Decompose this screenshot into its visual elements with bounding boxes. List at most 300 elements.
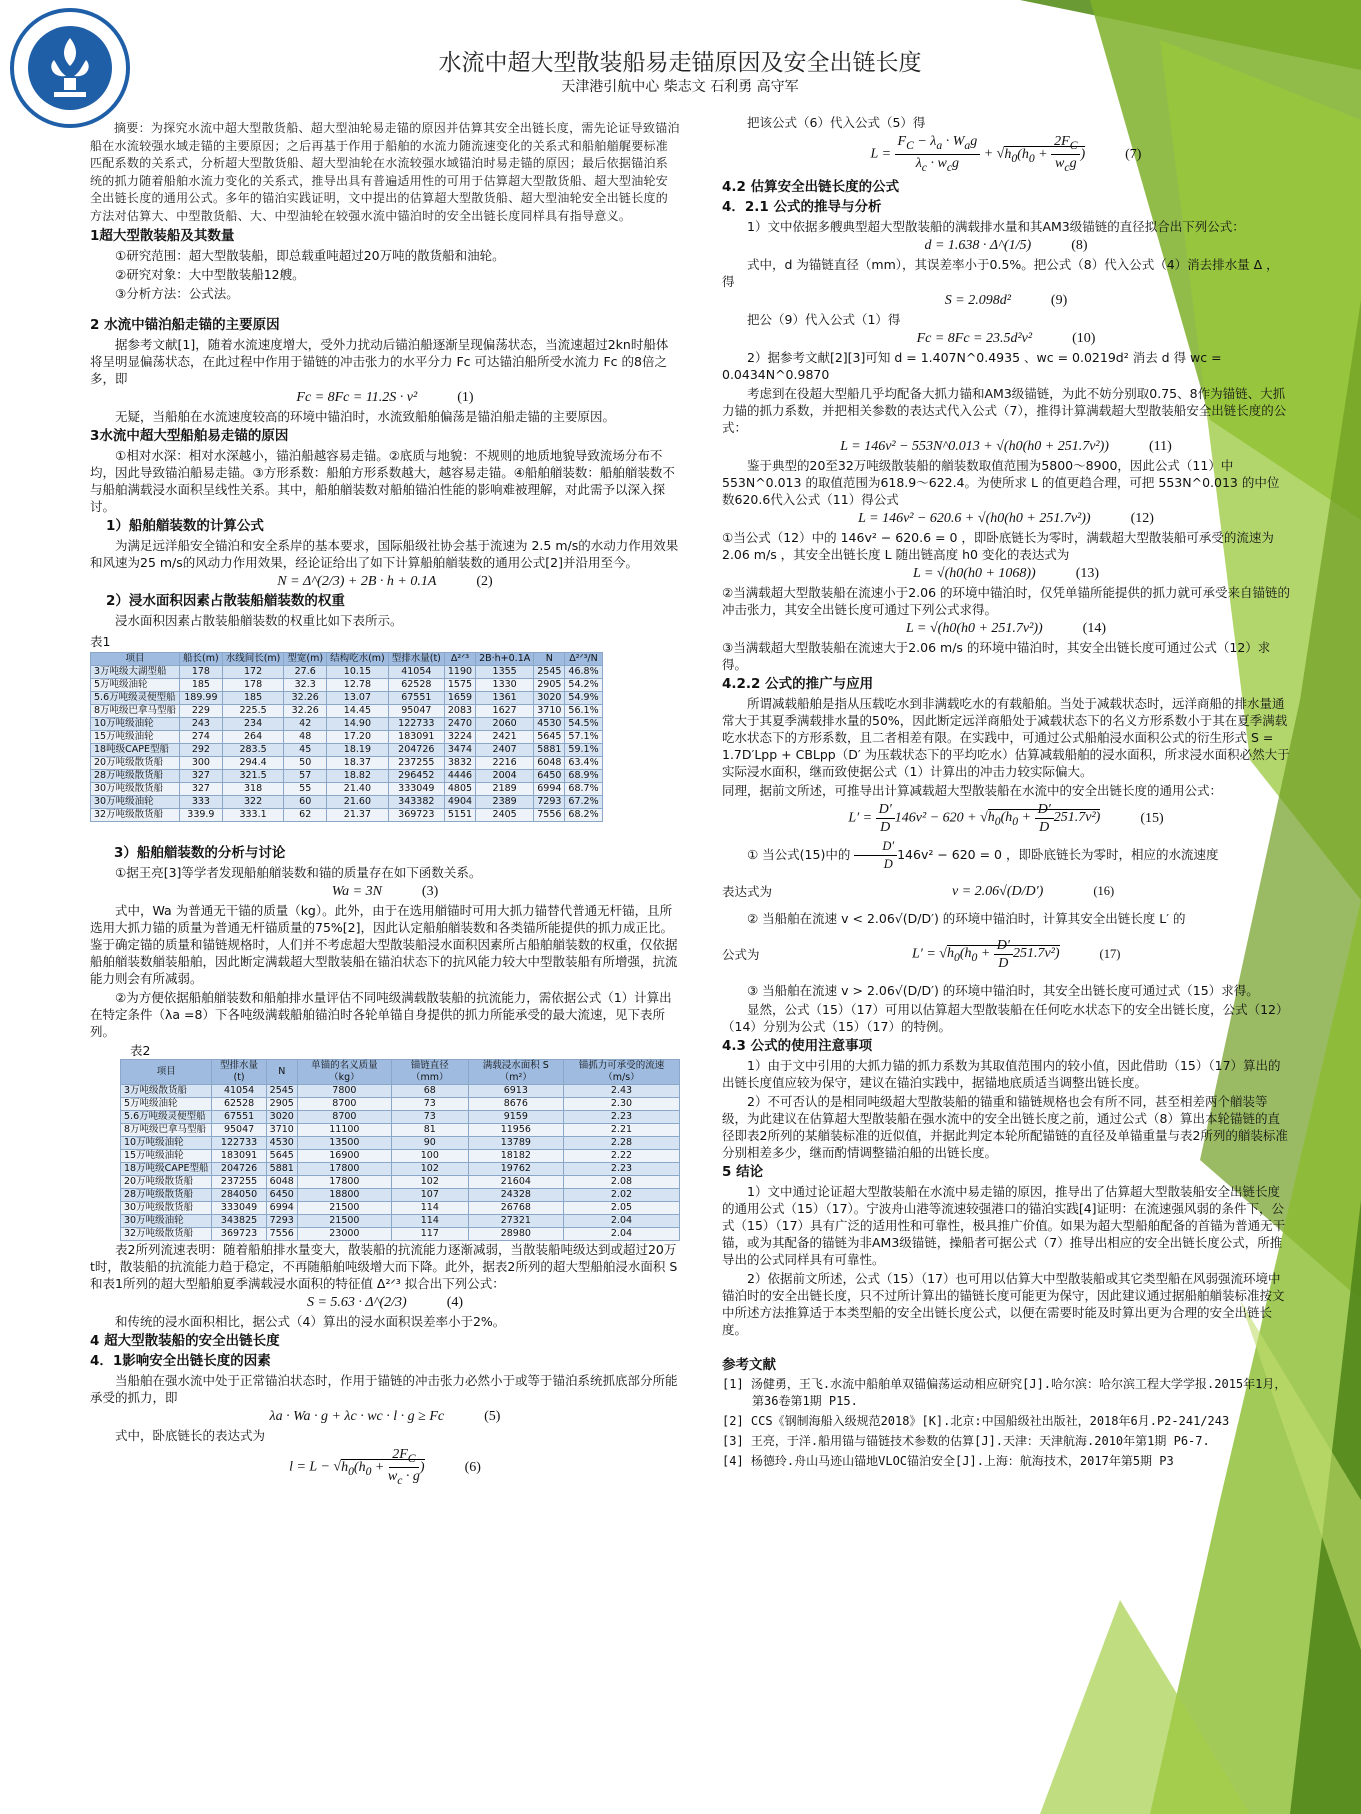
- table-header-cell: 锚链直径（mm）: [391, 1060, 468, 1085]
- paragraph: ③当满载超大型散装船在流速大于2.06 m/s 的环境中锚泊时，其安全出链长度可通过公式（12）求得。: [722, 639, 1271, 672]
- table-cell: 2083: [444, 705, 475, 718]
- table-cell: 4904: [444, 796, 475, 809]
- table-cell: 18万吨级CAPE型船: [121, 1163, 212, 1176]
- equation-9: S = 2.098d² (9): [944, 292, 1068, 308]
- references-heading: 参考文献: [722, 1356, 776, 1373]
- tianjin-pilots-logo: [8, 6, 132, 130]
- table-cell: 122733: [388, 718, 444, 731]
- table-row: [91, 744, 603, 757]
- table-cell: 3224: [444, 731, 475, 744]
- table-cell: 369723: [388, 809, 444, 822]
- table-cell: 2421: [476, 731, 534, 744]
- table-cell: 339.9: [180, 809, 223, 822]
- table-cell: 62: [284, 809, 327, 822]
- table-cell: 15万吨级油轮: [121, 1150, 212, 1163]
- list-item: ③分析方法：公式法。: [115, 286, 239, 301]
- table-cell: 2.30: [563, 1098, 679, 1111]
- table-header-cell: 结构吃水(m): [327, 653, 389, 666]
- table-cell: 28万吨级散货船: [91, 770, 180, 783]
- equation-3: Wa = 3N (3): [331, 884, 439, 899]
- table-header-cell: 水线间长(m): [222, 653, 284, 666]
- table-cell: 5万吨级油轮: [121, 1098, 212, 1111]
- table-cell: 318: [222, 783, 284, 796]
- table-cell: 18.37: [327, 757, 389, 770]
- table-cell: 62528: [388, 679, 444, 692]
- table-cell: 10万吨级油轮: [91, 718, 180, 731]
- equation-8: d = 1.638 · Δ^(1/5) (8): [924, 237, 1088, 253]
- table-cell: 5.6万吨级灵便型船: [121, 1111, 212, 1124]
- table-cell: 57.1%: [565, 731, 602, 744]
- paragraph: 和传统的浸水面积相比，据公式（4）算出的浸水面积误差率小于2%。: [115, 1314, 506, 1329]
- paragraph: 式中，卧底链长的表达式为: [115, 1428, 266, 1443]
- table-cell: 2407: [476, 744, 534, 757]
- table-cell: 1627: [476, 705, 534, 718]
- table-row: [91, 705, 603, 718]
- paragraph: 无疑，当船舶在水流速度较高的环境中锚泊时，水流致船舶偏荡是锚泊船走锚的主要原因。: [115, 409, 616, 424]
- table-row: [91, 757, 603, 770]
- paragraph: ①当公式（12）中的 146v² − 620.6 = 0 ，即卧底链长为零时，满载超大型散装船可承受的流速为2.06 m/s ，其安全出链长度 L 随出链高度 h0 变化的表达式为: [722, 529, 1274, 562]
- table-cell: 15万吨级油轮: [91, 731, 180, 744]
- equation-13: L = √(h0(h0 + 1068)) (13): [912, 565, 1100, 581]
- table-cell: 1361: [476, 692, 534, 705]
- table-cell: 5151: [444, 809, 475, 822]
- paragraph: 2）据参考文献[2][3]可知 d = 1.407N^0.4935 、wc = 0.0219d² 消去 d 得 wc = 0.0434N^0.9870: [722, 349, 1222, 382]
- table-cell: 4530: [266, 1137, 297, 1150]
- table-cell: 2189: [476, 783, 534, 796]
- table-cell: 237255: [212, 1176, 266, 1189]
- table-cell: 2.08: [563, 1176, 679, 1189]
- table-cell: 60: [284, 796, 327, 809]
- table-row: [121, 1228, 680, 1241]
- table-cell: 68.7%: [565, 783, 602, 796]
- table-cell: 117: [391, 1228, 468, 1241]
- table-cell: 21500: [297, 1202, 391, 1215]
- equation-7: L = $\frac{F_C - \lambda_a \cdot W_ag}{\lambda_c \cdot w_cg}$ + $√h_0(h_0$ + $\frac{2F_C}{w_cg}$ ) (7): [870, 134, 1142, 174]
- table-cell: 81: [391, 1124, 468, 1137]
- subsection-heading: 4.2.2 公式的推广与应用: [722, 675, 874, 692]
- table-row: [121, 1202, 680, 1215]
- table-cell: 2389: [476, 796, 534, 809]
- table-row: [121, 1215, 680, 1228]
- paragraph: 式中，d 为锚链直径（mm），其误差率小于0.5%。把公式（8）代入公式（4）消去排水量 Δ ，得: [722, 256, 1279, 289]
- table-cell: 45: [284, 744, 327, 757]
- table-cell: 13500: [297, 1137, 391, 1150]
- table-cell: 95047: [212, 1124, 266, 1137]
- table-cell: 46.8%: [565, 666, 602, 679]
- table-cell: 5881: [534, 744, 565, 757]
- table-header-cell: 型排水量(t): [212, 1060, 266, 1085]
- table-cell: 67.2%: [565, 796, 602, 809]
- table-cell: 4805: [444, 783, 475, 796]
- table-cell: 225.5: [222, 705, 284, 718]
- table-cell: 274: [180, 731, 223, 744]
- table-row: [121, 1137, 680, 1150]
- table-cell: 183091: [212, 1150, 266, 1163]
- paragraph: 2）依据前文所述，公式（15）（17）也可用以估算大中型散装船或其它类型船在风弱强流环境中锚泊时的安全出链长度，只不过所计算出的锚链长度可能更为保守，因此建议通过据船舶艏装标准按文中所述方法推算适于本类型船的安全出链长度公式，以便在需要时能及时算出更为合理的安全出链长度。: [722, 1270, 1285, 1337]
- table-row: [91, 666, 603, 679]
- paragraph: ①相对水深：相对水深越小，锚泊船越容易走锚。②底质与地貌：不规则的地质地貌导致流场分布不均，因此导致锚泊船易走锚。③方形系数：船舶方形系数越大，越容易走锚。④船舶艏装数：船舶艏装数不与船舶满载浸水面积呈线性关系。其中，船舶艏装数对船舶锚泊性能的影响难被理解，对此需予以深入探讨。: [90, 448, 675, 514]
- section-4-heading: 4 超大型散装船的安全出链长度: [90, 1333, 280, 1349]
- table-cell: 8万吨级巴拿马型船: [91, 705, 180, 718]
- table-cell: 7293: [534, 796, 565, 809]
- list-item: ②研究对象：大中型散装船12艘。: [115, 267, 305, 282]
- table-cell: 17800: [297, 1163, 391, 1176]
- table-cell: 21.60: [327, 796, 389, 809]
- table-cell: 333: [180, 796, 223, 809]
- table-cell: 333049: [388, 783, 444, 796]
- table-cell: 102: [391, 1163, 468, 1176]
- table-row: [121, 1111, 680, 1124]
- table-cell: 11100: [297, 1124, 391, 1137]
- table-cell: 42: [284, 718, 327, 731]
- table-cell: 24328: [468, 1189, 563, 1202]
- table-cell: 30万吨级油轮: [91, 796, 180, 809]
- table-cell: 234: [222, 718, 284, 731]
- table-cell: 54.5%: [565, 718, 602, 731]
- table-cell: 8700: [297, 1111, 391, 1124]
- table-cell: 7293: [266, 1215, 297, 1228]
- table-cell: 204726: [388, 744, 444, 757]
- table-row: [91, 692, 603, 705]
- table-cell: 6048: [534, 757, 565, 770]
- table-cell: 20万吨级散货船: [121, 1176, 212, 1189]
- table-header-cell: Δ²ᐟ³: [444, 653, 475, 666]
- table-cell: 5645: [534, 731, 565, 744]
- paragraph: 据参考文献[1]，随着水流速度增大，受外力扰动后锚泊船逐渐呈现偏荡状态，当流速超过2kn时船体将呈明显偏荡状态，在此过程中作用于锚链的冲击张力的水平分力 Fc 可达锚泊船所受水流力 Fc 的8倍之多，即: [90, 337, 669, 386]
- table-cell: 178: [180, 666, 223, 679]
- table-cell: 7800: [297, 1085, 391, 1098]
- table-cell: 1659: [444, 692, 475, 705]
- table-cell: 32.26: [284, 692, 327, 705]
- table-cell: 322: [222, 796, 284, 809]
- section-5-heading: 5 结论: [722, 1163, 764, 1180]
- equation-4: S = 5.63 · Δ^(2/3) (4): [306, 1295, 464, 1310]
- paragraph: 把该公式（6）代入公式（5）得: [747, 115, 926, 130]
- authors: 天津港引航中心 柴志文 石利勇 高守军: [561, 79, 799, 95]
- table-header-cell: 锚抓力可承受的流速（m/s）: [563, 1060, 679, 1085]
- table-cell: 321.5: [222, 770, 284, 783]
- table-header-cell: N: [266, 1060, 297, 1085]
- paragraph: 鉴于典型的20至32万吨级散装船的艏装数取值范围为5800～8900，因此公式（11）中 553N^0.013 的取值范围为618.9～622.4。为使所求 L 的值更趋合理，可把 553N^0.013 的中位数620.6代入公式（11）得公式: [722, 457, 1280, 507]
- table-cell: 283.5: [222, 744, 284, 757]
- table-cell: 2.04: [563, 1228, 679, 1241]
- table-cell: 17800: [297, 1176, 391, 1189]
- table-row: [121, 1189, 680, 1202]
- table-cell: 59.1%: [565, 744, 602, 757]
- table-cell: 21604: [468, 1176, 563, 1189]
- table-cell: 10万吨级油轮: [121, 1137, 212, 1150]
- paragraph: ② 当船舶在流速 v < 2.06√(D/D′) 的环境中锚泊时，计算其安全出链长度 L′ 的: [747, 910, 1186, 926]
- paragraph: 显然，公式（15）（17）可用以估算超大型散装船在任何吃水状态下的安全出链长度，公式（12）（14）分别为公式（15）（17）的特例。: [722, 1001, 1289, 1034]
- subsection-heading: 4.2 估算安全出链长度的公式: [722, 178, 900, 195]
- table-cell: 264: [222, 731, 284, 744]
- table-cell: 10.15: [327, 666, 389, 679]
- table-cell: 4530: [534, 718, 565, 731]
- table-cell: 2470: [444, 718, 475, 731]
- table-cell: 2216: [476, 757, 534, 770]
- table-cell: 2.04: [563, 1215, 679, 1228]
- table-cell: 8676: [468, 1098, 563, 1111]
- table-cell: 333049: [212, 1202, 266, 1215]
- reference-item: [4] 杨德玲.舟山马迹山锚地VLOC锚泊安全[J].上海：航海技术，2017年第5期 P3: [722, 1453, 1174, 1468]
- equation-11: L = 146v² − 553N^0.013 + √(h0(h0 + 251.7v²)) (11): [840, 438, 1172, 454]
- table-cell: 122733: [212, 1137, 266, 1150]
- table-cell: 30万吨级散货船: [121, 1202, 212, 1215]
- table-cell: 18182: [468, 1150, 563, 1163]
- equation-1: Fc = 8Fc = 11.2S · v² (1): [296, 390, 474, 405]
- table-cell: 7556: [534, 809, 565, 822]
- table-cell: 73: [391, 1111, 468, 1124]
- table-cell: 1575: [444, 679, 475, 692]
- table-cell: 9159: [468, 1111, 563, 1124]
- subsection-heading: 4．2.1 公式的推导与分析: [722, 198, 882, 215]
- table-cell: 11956: [468, 1124, 563, 1137]
- table-cell: 300: [180, 757, 223, 770]
- table-cell: 2905: [266, 1098, 297, 1111]
- table-cell: 21500: [297, 1215, 391, 1228]
- table-header-cell: 项目: [121, 1060, 212, 1085]
- paragraph: ②当满载超大型散装船在流速小于2.06 的环境中锚泊时，仅凭单锚所能提供的抓力就可承受来自锚链的冲击张力，其安全出链长度可通过下列公式求得。: [722, 584, 1291, 617]
- table-cell: 73: [391, 1098, 468, 1111]
- table-cell: 2.21: [563, 1124, 679, 1137]
- paragraph: 当船舶在强水流中处于正常锚泊状态时，作用于锚链的冲击张力必然小于或等于锚泊系统抓底部分所能承受的抓力，即: [90, 1373, 678, 1405]
- left-column: [90, 120, 680, 1491]
- table-cell: 3832: [444, 757, 475, 770]
- table-cell: 6450: [534, 770, 565, 783]
- table-row: [91, 783, 603, 796]
- table-cell: 19762: [468, 1163, 563, 1176]
- equation-12: L = 146v² − 620.6 + √(h0(h0 + 251.7v²)) (12): [858, 510, 1154, 526]
- paragraph: 浸水面积因素占散装船艏装数的权重比如下表所示。: [115, 613, 403, 628]
- table-row: [91, 679, 603, 692]
- table-cell: 327: [180, 783, 223, 796]
- section-1-heading: 1超大型散装船及其数量: [90, 228, 235, 244]
- table-cell: 56.1%: [565, 705, 602, 718]
- table-row: [91, 770, 603, 783]
- table-cell: 3万吨级大湖型船: [91, 666, 180, 679]
- table-cell: 32万吨级散货船: [121, 1228, 212, 1241]
- table-cell: 41054: [212, 1085, 266, 1098]
- table-cell: 6450: [266, 1189, 297, 1202]
- subsection-heading: 4.3 公式的使用注意事项: [722, 1037, 873, 1054]
- table-cell: 2.22: [563, 1150, 679, 1163]
- table-cell: 67551: [212, 1111, 266, 1124]
- paragraph: ③ 当船舶在流速 v > 2.06√(D/D′) 的环境中锚泊时，其安全出链长度可通过式（15）求得。: [747, 982, 1259, 998]
- table-cell: 2905: [534, 679, 565, 692]
- table-cell: 5万吨级油轮: [91, 679, 180, 692]
- table-cell: 3020: [266, 1111, 297, 1124]
- table-cell: 26768: [468, 1202, 563, 1215]
- paragraph: 把公（9）代入公式（1）得: [747, 311, 901, 327]
- table-cell: 107: [391, 1189, 468, 1202]
- paragraph: 式中，Wa 为普通无干锚的质量（kg）。此外，由于在选用艏锚时可用大抓力锚替代普通无杆锚，且所选用大抓力锚的质量为普通无杆锚质量的75%[2]，因此认定船舶艏装数和各类锚所能提供的抓力成正比。鉴于确定锚的质量和锚链规格时，人们并不考虑超大型散装船浸水面积因素所占船舶艏装数的权重，仅依据船舶艏装数艏装船舶，因此断定满载超大型散装船在锚泊状态下的抗风能力较大中型散装船有所增强，抗流能力则会有所减弱。: [90, 903, 678, 986]
- table-cell: 292: [180, 744, 223, 757]
- table-cell: 3020: [534, 692, 565, 705]
- table-cell: 14.45: [327, 705, 389, 718]
- table-cell: 30万吨级油轮: [121, 1215, 212, 1228]
- equation-14: L = √(h0(h0 + 251.7v²)) (14): [906, 620, 1106, 636]
- table-cell: 18.19: [327, 744, 389, 757]
- table-cell: 2.23: [563, 1163, 679, 1176]
- table-cell: 18800: [297, 1189, 391, 1202]
- table-cell: 296452: [388, 770, 444, 783]
- equation-16: 表达式为 v = 2.06√(D/D′) (16): [722, 883, 1115, 899]
- table-cell: 21.40: [327, 783, 389, 796]
- table-cell: 32万吨级散货船: [91, 809, 180, 822]
- table-cell: 20万吨级散货船: [91, 757, 180, 770]
- table-cell: 13789: [468, 1137, 563, 1150]
- table-header-cell: 满载浸水面积 S（m²）: [468, 1060, 563, 1085]
- table-cell: 21.37: [327, 809, 389, 822]
- table-cell: 2060: [476, 718, 534, 731]
- reference-item: [3] 王亮，于洋.船用锚与锚链技术参数的估算[J].天津：天津航海.2010年第1期 P6-7.: [722, 1433, 1210, 1448]
- table-cell: 1330: [476, 679, 534, 692]
- table-cell: 172: [222, 666, 284, 679]
- paragraph: ②为方便依据船舶艏装数和船舶排水量评估不同吨级满载散装船的抗流能力，需依据公式（1）计算出在特定条件（λa =8）下各吨级满载船舶锚泊时各轮单锚自身提供的抓力所能承受的最大流速，见下表所列。: [90, 990, 672, 1039]
- table-cell: 3万吨级散货船: [121, 1085, 212, 1098]
- table-2: [120, 1059, 680, 1241]
- table-cell: 1355: [476, 666, 534, 679]
- table-cell: 67551: [388, 692, 444, 705]
- table-cell: 41054: [388, 666, 444, 679]
- table-header-cell: Δ²ᐟ³/N: [565, 653, 602, 666]
- equation-2: N = Δ^(2/3) + 2B · h + 0.1A (2): [277, 574, 493, 589]
- table-cell: 2.23: [563, 1111, 679, 1124]
- paragraph: 同理，据前文所述，可推导出计算减载超大型散装船在水流中的安全出链长度的通用公式：: [722, 782, 1223, 798]
- section-2-heading: 2 水流中锚泊船走锚的主要原因: [90, 317, 280, 333]
- table-header-cell: 型宽(m): [284, 653, 327, 666]
- table-row: [121, 1163, 680, 1176]
- table-cell: 16900: [297, 1150, 391, 1163]
- equation-10: Fc = 8Fc = 23.5d²v² (10): [916, 330, 1096, 346]
- table-cell: 23000: [297, 1228, 391, 1241]
- table-header-cell: 单锚的名义质量（kg）: [297, 1060, 391, 1085]
- table-row: [121, 1085, 680, 1098]
- equation-6: $l = L - √h_0(h_0$ + $\frac{2F_C}{w_c \cdot g}$ ) (6): [289, 1447, 481, 1487]
- table-cell: 27.6: [284, 666, 327, 679]
- table-cell: 8700: [297, 1098, 391, 1111]
- table-cell: 28万吨级散货船: [121, 1189, 212, 1202]
- table-cell: 48: [284, 731, 327, 744]
- page-title: 水流中超大型散装船易走锚原因及安全出链长度: [438, 50, 922, 76]
- table-row: [91, 809, 603, 822]
- reference-item: [1] 汤健勇，王飞.水流中船舶单双锚偏荡运动相应研究[J].哈尔滨：哈尔滨工程大学学报.2015年1月，第36卷第1期 P15.: [722, 1376, 1287, 1408]
- subsection-heading: 1）船舶艏装数的计算公式: [106, 518, 264, 534]
- right-column: [722, 114, 1290, 1473]
- table-cell: 2405: [476, 809, 534, 822]
- table-cell: 55: [284, 783, 327, 796]
- table-cell: 5881: [266, 1163, 297, 1176]
- paragraph: 1）文中通过论证超大型散装船在水流中易走锚的原因，推导出了估算超大型散装船安全出链长度的通用公式（15）（17）。宁波舟山港等流速较强港口的锚泊实践[4]证明：在流速强风弱的条件下，公式（15）（17）具有广泛的适用性和可靠性，极具推广价值。如果为超大型船舶配备的首锚为普通无干锚，或为其配备的锚链为非AM3级锚链，操船者可据公式（7）推导出相应的安全出链长度公式，所推导出的公式同样具有可靠性。: [722, 1183, 1286, 1267]
- table-cell: 32.3: [284, 679, 327, 692]
- table-cell: 57: [284, 770, 327, 783]
- table-cell: 63.4%: [565, 757, 602, 770]
- table-header-cell: 项目: [91, 653, 180, 666]
- subsection-heading: 4．1影响安全出链长度的因素: [90, 1353, 271, 1369]
- table-cell: 369723: [212, 1228, 266, 1241]
- table-cell: 333.1: [222, 809, 284, 822]
- table-cell: 62528: [212, 1098, 266, 1111]
- paragraph: 1）文中依据多艘典型超大型散装船的满载排水量和其AM3级锚链的直径拟合出下列公式：: [747, 218, 1245, 234]
- table-cell: 5.6万吨级灵便型船: [91, 692, 180, 705]
- table-cell: 2.02: [563, 1189, 679, 1202]
- subsection-heading: 3）船舶艏装数的分析与讨论: [114, 845, 286, 861]
- equation-15: L′ = $\frac{D'}{D}$ $146v^2 - 620 + √h_0(h_0$ + $\frac{D'}{D}$ 251.7v²) (15): [848, 801, 1164, 835]
- table-cell: 6994: [534, 783, 565, 796]
- table-cell: 183091: [388, 731, 444, 744]
- paragraph: 为满足远洋船安全锚泊和安全系岸的基本要求，国际船级社协会基于流速为 2.5 m/s的水动力作用效果和风速为25 m/s的风动力作用效果，经论证给出了如下计算船舶艏装数的通用公式[2]并沿用至今。: [90, 538, 679, 570]
- table-cell: 54.9%: [565, 692, 602, 705]
- table-row: [121, 1176, 680, 1189]
- paragraph: ①据王亮[3]等学者发现船舶艏装数和锚的质量存在如下函数关系。: [115, 865, 482, 880]
- table-row: [91, 731, 603, 744]
- table-cell: 243: [180, 718, 223, 731]
- table-cell: 1190: [444, 666, 475, 679]
- equation-17: 公式为 $L' = √h_0(h_0$ + $\frac{D'}{D}$ 251.7v²) (17): [722, 937, 1121, 971]
- table-cell: 54.2%: [565, 679, 602, 692]
- table-cell: 68: [391, 1085, 468, 1098]
- table-caption: 表2: [130, 1043, 151, 1058]
- table-cell: 27321: [468, 1215, 563, 1228]
- table-cell: 4446: [444, 770, 475, 783]
- table-row: [91, 718, 603, 731]
- paragraph: 所谓减载船舶是指从压载吃水到非满载吃水的有载船舶。当处于减载状态时，远洋商船的排水量通常大于其夏季满载排水量的50%，因此断定远洋商船处于减载状态下的名义方形系数小于其在夏季满载吃水状态下的方形系数，且二者相差有限。在实践中，可通过公式船舶浸水面积公式的衍生形式 S = 1.7D′Lpp + CBLpp（D′ 为压载状态下的平均吃水）估算减载船舶的浸水面积，所求浸水面积必然大于实际浸水面积，继而致使据公式（1）计算出的冲击力较实际偏大。: [722, 695, 1290, 779]
- table-cell: 6913: [468, 1085, 563, 1098]
- table-cell: 68.9%: [565, 770, 602, 783]
- table-cell: 2.28: [563, 1137, 679, 1150]
- abstract: 摘要：为探究水流中超大型散货船、超大型油轮易走锚的原因并估算其安全出链长度，需先论证导致锚泊船在水流较强水域走锚的主要原因；之后再基于作用于船舶的水流力随流速变化的关系式和船舶艏艉要标准匹配系数的关系式，分析超大型散货船、超大型油轮在水流较强水域锚泊时易走锚的原因；最后依据锚泊系统的抓力随着船舶水流力变化的关系式，推导出具有普遍适用性的可用于估算超大型散货船、超大型油轮安全出链长度的通用公式。多年的锚泊实践证明，文中提出的估算超大型散货船、超大型油轮安全出链长度的方法对估算大、中型散货船、大、中型油轮在较强水流中锚泊时的安全出链长度同样具有指导意义。: [90, 121, 680, 223]
- table-cell: 95047: [388, 705, 444, 718]
- table-cell: 28980: [468, 1228, 563, 1241]
- table-cell: 185: [180, 679, 223, 692]
- table-cell: 237255: [388, 757, 444, 770]
- table-header-cell: 船长(m): [180, 653, 223, 666]
- table-cell: 284050: [212, 1189, 266, 1202]
- table-cell: 2.43: [563, 1085, 679, 1098]
- table-header-cell: 2B·h+0.1A: [476, 653, 534, 666]
- table-cell: 8万吨级巴拿马型船: [121, 1124, 212, 1137]
- table-cell: 3710: [266, 1124, 297, 1137]
- table-cell: 7556: [266, 1228, 297, 1241]
- table-cell: 2004: [476, 770, 534, 783]
- table-cell: 343382: [388, 796, 444, 809]
- table-cell: 2.05: [563, 1202, 679, 1215]
- table-cell: 32.26: [284, 705, 327, 718]
- equation-5: λa · Wa · g + λc · wc · l · g ≥ Fc (5): [269, 1409, 501, 1424]
- table-cell: 6994: [266, 1202, 297, 1215]
- table-cell: 343825: [212, 1215, 266, 1228]
- table-row: [121, 1124, 680, 1137]
- table-cell: 12.78: [327, 679, 389, 692]
- table-cell: 102: [391, 1176, 468, 1189]
- paragraph: ① 当公式(15)中的 $\frac{D'}{D}$ 146v² − 620 = 0 ，即卧底链长为零时，相应的水流速度: [747, 838, 1219, 871]
- table-row: [121, 1098, 680, 1111]
- table-cell: 30万吨级散货船: [91, 783, 180, 796]
- table-cell: 5645: [266, 1150, 297, 1163]
- table-cell: 50: [284, 757, 327, 770]
- table-row: [91, 796, 603, 809]
- table-cell: 189.99: [180, 692, 223, 705]
- table-cell: 17.20: [327, 731, 389, 744]
- table-cell: 229: [180, 705, 223, 718]
- table-cell: 327: [180, 770, 223, 783]
- reference-item: [2] CCS《钢制海船入级规范2018》[K].北京:中国船级社出版社，2018年6月.P2-241/243: [722, 1413, 1230, 1428]
- table-cell: 3710: [534, 705, 565, 718]
- table-cell: 6048: [266, 1176, 297, 1189]
- table-cell: 100: [391, 1150, 468, 1163]
- table-cell: 14.90: [327, 718, 389, 731]
- table-cell: 294.4: [222, 757, 284, 770]
